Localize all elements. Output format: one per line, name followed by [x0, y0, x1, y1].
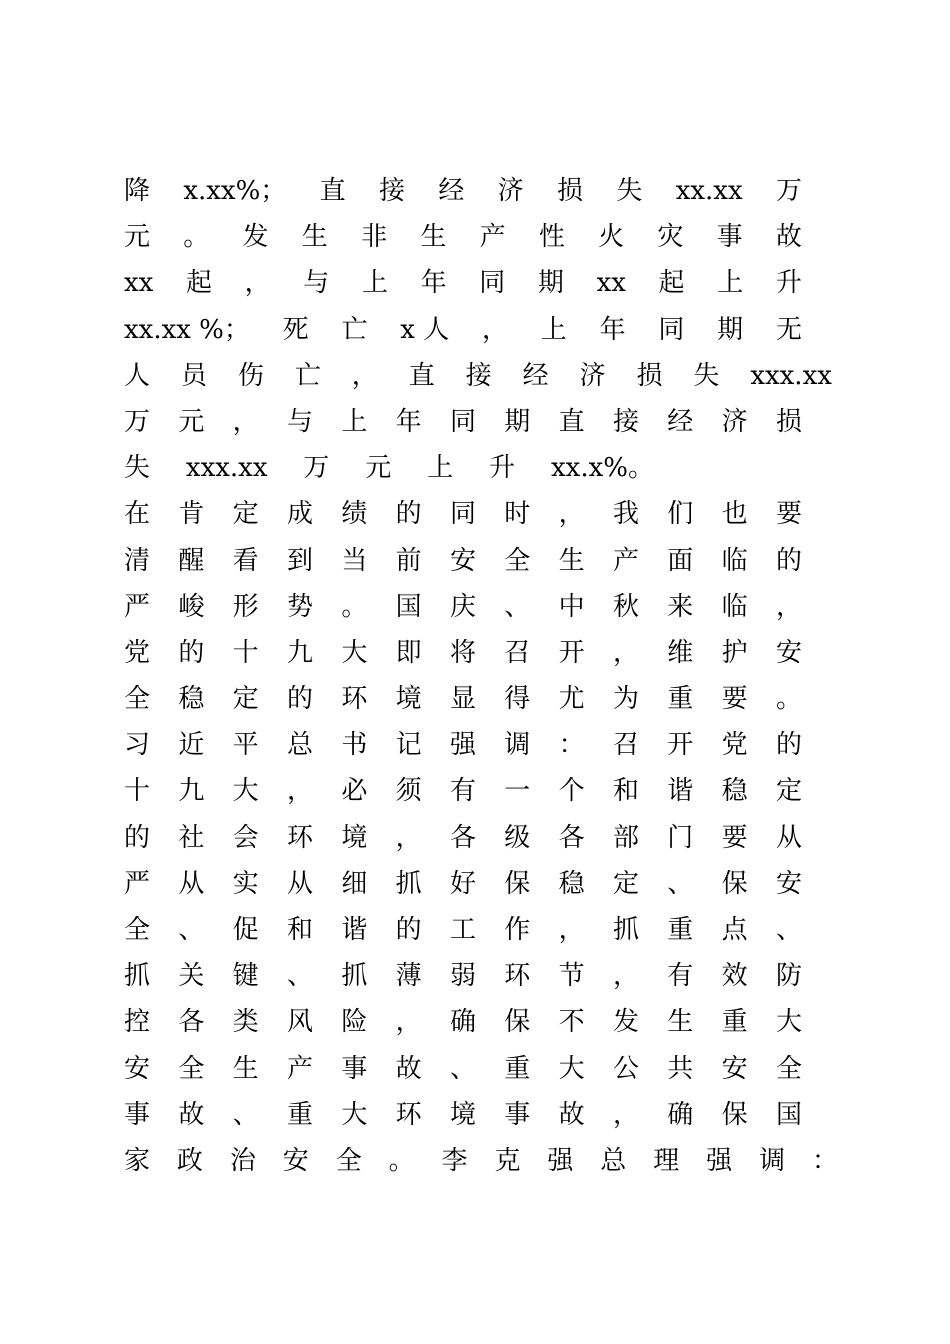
text-token: 万 [775, 176, 802, 206]
text-token: 保 [504, 868, 531, 899]
text-token: 谐 [667, 776, 694, 807]
text-token: 人 [124, 360, 151, 391]
text-token: 全 [124, 684, 151, 715]
text-token: 降 [124, 176, 151, 206]
text-token: 开 [667, 730, 694, 761]
text-line [124, 491, 802, 537]
text-token: 直 [319, 176, 346, 206]
text-token: 故 [395, 1053, 422, 1084]
text-token: 直 [408, 360, 435, 391]
text-line [124, 722, 802, 768]
text-token: 境 [449, 1099, 476, 1130]
text-token: 各 [178, 1007, 205, 1038]
text-token: 李 [441, 1145, 468, 1176]
text-token: 清 [124, 545, 151, 576]
text-line [124, 445, 654, 491]
text-token: 安 [721, 1053, 748, 1084]
text-token: 员 [180, 360, 207, 391]
text-token: 点 [721, 915, 748, 945]
text-token: 生 [558, 545, 585, 576]
text-token: 定 [232, 499, 259, 530]
text-token: 的 [395, 915, 422, 945]
text-token: 召 [504, 637, 531, 668]
text-token: 事 [716, 222, 743, 253]
text-line [124, 815, 802, 861]
text-token: 临 [721, 545, 748, 576]
text-token: 记 [395, 730, 422, 761]
text-token: 保 [504, 1007, 531, 1038]
text-token: 失 [693, 360, 720, 391]
text-token: 九 [286, 637, 313, 668]
text-token: 上 [361, 268, 388, 299]
text-token: 面 [667, 545, 694, 576]
text-token: 全 [335, 1145, 362, 1176]
text-token: 到 [286, 545, 313, 576]
text-token: x.xx%； [183, 176, 287, 206]
text-token: xx.xx %； [124, 314, 250, 345]
text-token: 效 [721, 961, 748, 992]
text-token: 环 [286, 822, 313, 853]
text-token: 、 [449, 1053, 476, 1084]
text-token: 为 [612, 684, 639, 715]
text-token: 同 [658, 314, 685, 345]
text-token: 经 [438, 176, 465, 206]
text-token: 年 [420, 268, 447, 299]
text-token: 峻 [178, 591, 205, 622]
text-line [124, 676, 802, 722]
text-token: 平 [232, 730, 259, 761]
text-token: 损 [557, 176, 584, 206]
text-token: ， [775, 591, 802, 622]
text-token: ， [481, 314, 508, 345]
text-token: 显 [449, 684, 476, 715]
text-token: 势 [286, 591, 313, 622]
text-token: 看 [232, 545, 259, 576]
text-token: 们 [667, 499, 694, 530]
text-token: 亡 [294, 360, 321, 391]
text-token: 。 [183, 222, 210, 253]
text-token: 、 [667, 868, 694, 899]
text-token: 从 [775, 822, 802, 853]
text-token: 险 [341, 1007, 368, 1038]
text-token: 环 [504, 961, 531, 992]
text-token: xxx.xx [750, 360, 832, 391]
text-token: 习 [124, 730, 151, 761]
text-token: 、 [775, 915, 802, 945]
text-token: 薄 [395, 961, 422, 992]
text-token: 确 [449, 1007, 476, 1038]
text-line [124, 584, 802, 630]
text-token: 期 [504, 406, 531, 437]
text-token: 全 [124, 915, 151, 945]
text-token: 。 [388, 1145, 415, 1176]
text-token: 生 [667, 1007, 694, 1038]
text-line [124, 538, 802, 584]
text-line [124, 260, 802, 306]
text-token: 发 [242, 222, 269, 253]
text-token: 经 [522, 360, 549, 391]
text-token: 形 [232, 591, 259, 622]
text-token: 损 [636, 360, 663, 391]
text-token: 门 [667, 822, 694, 853]
text-token: 细 [341, 868, 368, 899]
text-token: 促 [232, 915, 259, 945]
text-token: 死 [282, 314, 309, 345]
text-token: 近 [178, 730, 205, 761]
text-token: xx [124, 268, 154, 299]
text-token: 经 [667, 406, 694, 437]
text-token: 年 [599, 314, 626, 345]
text-token: 类 [232, 1007, 259, 1038]
text-token: 来 [667, 591, 694, 622]
text-token: 部 [612, 822, 639, 853]
text-line [124, 353, 832, 399]
text-token: 大 [558, 1053, 585, 1084]
text-token: 国 [395, 591, 422, 622]
text-token: 、 [286, 961, 313, 992]
text-token: 有 [449, 776, 476, 807]
text-token: 总 [600, 1145, 627, 1176]
text-token: 济 [721, 406, 748, 437]
text-token: 同 [479, 268, 506, 299]
text-token: 升 [775, 268, 802, 299]
text-token: 产 [612, 545, 639, 576]
text-token: 节 [558, 961, 585, 992]
text-token: 要 [721, 822, 748, 853]
text-token: 要 [721, 684, 748, 715]
text-token: 上 [341, 406, 368, 437]
text-token: 社 [178, 822, 205, 853]
text-token: xx.x%。 [551, 453, 654, 484]
text-token: 的 [124, 822, 151, 853]
text-line [124, 1138, 838, 1184]
text-token: 必 [341, 776, 368, 807]
text-token: 临 [721, 591, 748, 622]
text-token: 抓 [341, 961, 368, 992]
text-token: 好 [449, 868, 476, 899]
text-token: x 人 [400, 314, 450, 345]
text-token: 万 [303, 453, 330, 484]
text-token: 元 [365, 453, 392, 484]
text-token: 各 [449, 822, 476, 853]
text-token: 和 [286, 915, 313, 945]
text-token: 肯 [178, 499, 205, 530]
text-token: xxx.xx [185, 453, 268, 484]
text-token: 重 [667, 915, 694, 945]
text-token: 年 [395, 406, 422, 437]
text-token: 的 [395, 499, 422, 530]
text-token: 、 [232, 1099, 259, 1130]
text-token: 抓 [395, 868, 422, 899]
text-token: 万 [124, 406, 151, 437]
text-token: 失 [616, 176, 643, 206]
text-token: 的 [775, 545, 802, 576]
text-token: 从 [178, 868, 205, 899]
text-token: 护 [721, 637, 748, 668]
text-token: 强 [547, 1145, 574, 1176]
text-token: 火 [598, 222, 625, 253]
text-token: ， [351, 360, 378, 391]
text-token: 。 [341, 591, 368, 622]
text-token: 书 [341, 730, 368, 761]
text-token: 党 [124, 637, 151, 668]
text-token: ， [612, 961, 639, 992]
text-token: xx.xx [675, 176, 743, 206]
text-token: 上 [427, 453, 454, 484]
text-line [124, 768, 802, 814]
body-text [124, 168, 838, 1184]
text-token: 抓 [612, 915, 639, 945]
text-token: xx [596, 268, 626, 299]
text-token: 党 [721, 730, 748, 761]
text-token: 产 [479, 222, 506, 253]
text-token: ： [811, 1145, 838, 1176]
text-token: 工 [449, 915, 476, 945]
text-token: 的 [775, 730, 802, 761]
text-token: 重 [286, 1099, 313, 1130]
text-token: 环 [395, 1099, 422, 1130]
text-line [124, 630, 802, 676]
text-line [124, 953, 802, 999]
text-token: 各 [558, 822, 585, 853]
text-token: 境 [341, 822, 368, 853]
text-token: ， [558, 499, 585, 530]
text-token: 济 [497, 176, 524, 206]
text-token: 故 [775, 222, 802, 253]
text-token: 总 [286, 730, 313, 761]
text-token: 家 [124, 1145, 151, 1176]
text-token: 严 [124, 591, 151, 622]
text-token: 全 [504, 545, 531, 576]
text-token: 元 [178, 406, 205, 437]
text-token: 弱 [449, 961, 476, 992]
text-token: 生 [301, 222, 328, 253]
text-token: 级 [504, 822, 531, 853]
text-token: 定 [775, 776, 802, 807]
text-token: 事 [341, 1053, 368, 1084]
text-token: 期 [717, 314, 744, 345]
text-line [124, 1046, 802, 1092]
text-token: 定 [612, 868, 639, 899]
text-token: ： [558, 730, 585, 761]
text-token: 严 [124, 868, 151, 899]
text-token: 元 [124, 222, 151, 253]
text-token: ， [612, 1099, 639, 1130]
text-token: 实 [232, 868, 259, 899]
text-token: 关 [178, 961, 205, 992]
text-token: 重 [504, 1053, 531, 1084]
text-token: 生 [420, 222, 447, 253]
text-token: 境 [395, 684, 422, 715]
text-token: 十 [232, 637, 259, 668]
text-token: ， [558, 915, 585, 945]
text-token: 安 [775, 868, 802, 899]
text-token: 强 [706, 1145, 733, 1176]
text-token: 全 [178, 1053, 205, 1084]
text-token: 产 [286, 1053, 313, 1084]
text-token: 故 [558, 1099, 585, 1130]
text-token: 损 [775, 406, 802, 437]
text-token: 发 [612, 1007, 639, 1038]
text-token: ， [232, 406, 259, 437]
text-token: 我 [612, 499, 639, 530]
text-token: 上 [540, 314, 567, 345]
text-token: 大 [775, 1007, 802, 1038]
text-token: 期 [537, 268, 564, 299]
text-token: 当 [341, 545, 368, 576]
text-token: 环 [341, 684, 368, 715]
text-token: 重 [667, 684, 694, 715]
text-token: 召 [612, 730, 639, 761]
text-token: 键 [232, 961, 259, 992]
text-token: 的 [286, 684, 313, 715]
text-token: 得 [504, 684, 531, 715]
text-token: 也 [721, 499, 748, 530]
text-token: 定 [232, 684, 259, 715]
text-line [124, 214, 802, 260]
text-token: 要 [775, 499, 802, 530]
text-token: 、 [504, 591, 531, 622]
text-line [124, 999, 802, 1045]
text-token: 庆 [449, 591, 476, 622]
text-token: 接 [378, 176, 405, 206]
text-token: 济 [579, 360, 606, 391]
text-token: 起 [658, 268, 685, 299]
text-token: 政 [176, 1145, 203, 1176]
text-token: 即 [395, 637, 422, 668]
text-token: ， [395, 822, 422, 853]
text-token: 。 [775, 684, 802, 715]
text-token: 生 [232, 1053, 259, 1084]
text-token: 须 [395, 776, 422, 807]
text-token: 国 [775, 1099, 802, 1130]
text-token: ， [612, 637, 639, 668]
text-token: 调 [759, 1145, 786, 1176]
text-token: 九 [178, 776, 205, 807]
text-line [124, 1092, 802, 1138]
text-token: 同 [449, 499, 476, 530]
text-token: 理 [653, 1145, 680, 1176]
text-token: 上 [717, 268, 744, 299]
text-token: 和 [612, 776, 639, 807]
text-token: 绩 [341, 499, 368, 530]
text-token: 防 [775, 961, 802, 992]
text-token: 在 [124, 499, 151, 530]
text-token: 的 [178, 637, 205, 668]
text-token: 十 [124, 776, 151, 807]
text-token: 接 [612, 406, 639, 437]
text-token: 将 [449, 637, 476, 668]
text-token: ， [244, 268, 271, 299]
text-token: 调 [504, 730, 531, 761]
text-token: 确 [667, 1099, 694, 1130]
text-token: 大 [232, 776, 259, 807]
text-token: 灾 [657, 222, 684, 253]
text-token: 失 [124, 453, 151, 484]
text-token: 一 [504, 776, 531, 807]
text-token: 不 [558, 1007, 585, 1038]
text-token: 稳 [178, 684, 205, 715]
text-token: 成 [286, 499, 313, 530]
text-token: 治 [229, 1145, 256, 1176]
text-token: 秋 [612, 591, 639, 622]
text-token: 同 [449, 406, 476, 437]
text-token: 安 [124, 1053, 151, 1084]
text-token: 作 [504, 915, 531, 945]
text-token: 公 [612, 1053, 639, 1084]
text-token: 升 [489, 453, 516, 484]
text-token: ， [286, 776, 313, 807]
text-line [124, 307, 802, 353]
text-line [124, 168, 802, 214]
text-token: 故 [178, 1099, 205, 1130]
text-token: 醒 [178, 545, 205, 576]
text-token: 大 [341, 1099, 368, 1130]
text-token: 控 [124, 1007, 151, 1038]
text-line [124, 399, 802, 445]
text-token: 时 [504, 499, 531, 530]
text-token: 共 [667, 1053, 694, 1084]
text-token: 安 [775, 637, 802, 668]
text-token: 重 [721, 1007, 748, 1038]
text-token: 事 [124, 1099, 151, 1130]
text-token: 风 [286, 1007, 313, 1038]
text-token: 接 [465, 360, 492, 391]
text-token: 与 [303, 268, 330, 299]
text-token: ， [395, 1007, 422, 1038]
text-token: 性 [538, 222, 565, 253]
text-token: 无 [775, 314, 802, 345]
text-token: 个 [558, 776, 585, 807]
text-token: 、 [178, 915, 205, 945]
text-token: 安 [282, 1145, 309, 1176]
text-token: 前 [395, 545, 422, 576]
text-token: 保 [721, 868, 748, 899]
text-token: 安 [449, 545, 476, 576]
text-token: 克 [494, 1145, 521, 1176]
text-token: 中 [558, 591, 585, 622]
text-token: 事 [504, 1099, 531, 1130]
text-token: 会 [232, 822, 259, 853]
text-token: 起 [185, 268, 212, 299]
text-token: 强 [449, 730, 476, 761]
text-line [124, 861, 802, 907]
text-token: 直 [558, 406, 585, 437]
text-token: 保 [721, 1099, 748, 1130]
text-token: 维 [667, 637, 694, 668]
text-token: 尤 [558, 684, 585, 715]
text-token: 非 [361, 222, 388, 253]
text-token: 与 [286, 406, 313, 437]
text-token: 有 [667, 961, 694, 992]
text-line [124, 907, 802, 953]
text-token: 稳 [721, 776, 748, 807]
text-token: 伤 [237, 360, 264, 391]
text-token: 全 [775, 1053, 802, 1084]
text-token: 大 [341, 637, 368, 668]
text-token: 谐 [341, 915, 368, 945]
text-token: 稳 [558, 868, 585, 899]
text-token: 抓 [124, 961, 151, 992]
text-token: 从 [286, 868, 313, 899]
text-token: 亡 [341, 314, 368, 345]
text-token: 开 [558, 637, 585, 668]
